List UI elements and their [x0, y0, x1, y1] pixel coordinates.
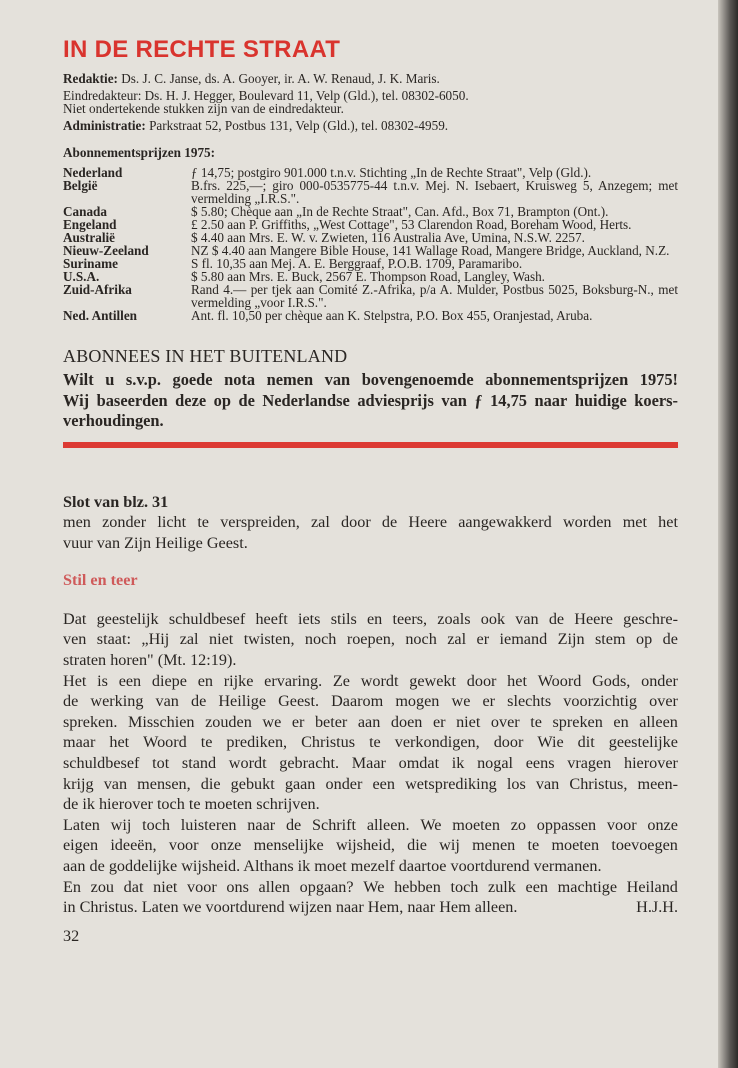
price-details: NZ $ 4.40 aan Mangere Bible House, 141 Wallage Road, Mangere Bridge, Auckland, N.Z. [191, 243, 670, 258]
word: Heere [408, 513, 448, 532]
text-line [63, 835, 678, 856]
word: roepen, [346, 630, 395, 649]
price-details: £ 2.50 aan P. Griffiths, „West Cottage", 53 Clarendon Road, Boreham Wood, Herts. [191, 217, 632, 232]
word: is [97, 671, 108, 690]
word: 14,75 [490, 390, 527, 410]
article-subheading: Stil en teer [63, 571, 138, 590]
article [63, 492, 678, 947]
text-line-content: in Christus. Laten we voortdurend wijzen naar Hem, naar Hem alleen. [63, 898, 518, 917]
word: Schrift [312, 815, 357, 834]
author-signature: H.J.H. [636, 898, 678, 917]
word: doen [390, 712, 423, 731]
word: Maar [351, 754, 386, 773]
word: wij [110, 815, 132, 834]
word: van [535, 774, 560, 793]
word: van [324, 370, 351, 389]
text-line [63, 877, 678, 898]
word: heeft [255, 609, 288, 628]
country-label: Nederland [63, 165, 123, 180]
word: aangewakkerd [458, 513, 552, 532]
text-line [63, 609, 678, 630]
word: een [372, 774, 395, 793]
word: omdat [398, 754, 440, 773]
article-body [63, 609, 678, 918]
word: op [213, 390, 231, 410]
word: meen- [637, 774, 678, 793]
country-label: Canada [63, 204, 107, 219]
word: machtige [557, 877, 617, 896]
word: Laten [63, 815, 100, 834]
word: zoals [437, 609, 471, 628]
word: 1975! [639, 370, 678, 389]
price-table [63, 166, 678, 322]
text-line [63, 774, 678, 795]
word: We [420, 815, 442, 834]
text-line: de ik hierover toch te moeten schrijven. [63, 795, 320, 814]
word: de [548, 609, 565, 628]
price-details: $ 4.40 aan Mrs. E. W. v. Zwieten, 116 Australia Ave, Umina, N.S.W. 2257. [191, 230, 585, 245]
word: worden [562, 513, 612, 532]
administratie-address: Parkstraat 52, Postbus 131, Velp (Gld.), tel. 08302-4959. [149, 118, 449, 133]
word: koers- [634, 390, 678, 410]
word: geestelijk [96, 609, 159, 628]
word: we [451, 692, 471, 711]
word: stand [181, 754, 217, 773]
word: Misschien [127, 712, 195, 731]
page-edge-shadow [718, 0, 738, 1068]
word: te [369, 733, 381, 752]
word: door [341, 513, 371, 532]
word: Daarom [331, 692, 384, 711]
word: men [63, 513, 91, 532]
word: oppassen [536, 815, 597, 834]
word: eigen [63, 836, 99, 855]
word: Heilige [218, 692, 267, 711]
word: nota [224, 370, 256, 389]
page-number: 32 [63, 926, 80, 945]
administratie-label: Administratie: [63, 118, 146, 133]
redaktie-names: Ds. J. C. Janse, ds. A. Gooyer, ir. A. W. Renaud, J. K. Maris. [121, 71, 440, 86]
word: dat [123, 877, 144, 896]
word: en [197, 671, 213, 690]
word: gebracht. [279, 754, 340, 773]
text-line [63, 815, 678, 836]
word: ik [451, 754, 465, 773]
word: Zijn [557, 630, 585, 649]
country-label: U.S.A. [63, 269, 100, 284]
word: verspreiden, [220, 513, 300, 532]
word: een [525, 877, 549, 896]
word: Heiland [626, 877, 678, 896]
eindredakteur-line: Eindredakteur: Ds. H. J. Hegger, Boulevard 11, Velp (Gld.), tel. 08302-6050. [63, 88, 469, 103]
text-line [63, 753, 678, 774]
word: het [658, 513, 678, 532]
word: licht [157, 513, 187, 532]
word: van [155, 692, 179, 711]
notice-line: verhoudingen. [63, 411, 164, 430]
word: Christus, [569, 774, 628, 793]
country-label: Nieuw-Zeeland [63, 243, 149, 258]
word: adviesprijs [357, 390, 434, 410]
word: onder [641, 671, 678, 690]
word: Nederlandse [262, 390, 350, 410]
text-line [63, 629, 678, 650]
masthead-title: IN DE RECHTE STRAAT [63, 36, 341, 63]
prices-heading: Abonnementsprijzen 1975: [63, 145, 216, 160]
word: hierover [623, 754, 678, 773]
word: van [103, 774, 128, 793]
text-line [63, 691, 678, 712]
word: bovengenoemde [361, 370, 474, 389]
word: ven [63, 630, 87, 649]
niet-ondertekend-line: Niet ondertekende stukken zijn van de eindredakteur. [63, 101, 344, 116]
word: wordt [360, 671, 399, 690]
word: we [262, 712, 282, 731]
word: luisteren [180, 815, 237, 834]
word: Geest. [278, 692, 320, 711]
price-row [63, 309, 678, 322]
word: onze [647, 815, 678, 834]
word: noch [304, 630, 337, 649]
word: op [636, 630, 653, 649]
word: opgaan? [299, 877, 354, 896]
word: niet [208, 630, 234, 649]
word: en [366, 609, 383, 628]
word: alleen [639, 712, 678, 731]
text-line [63, 732, 678, 753]
word: mensen, [137, 774, 191, 793]
word: Dat [63, 609, 87, 628]
word: Wilt [63, 370, 94, 389]
word: mogen [395, 692, 440, 711]
word: voorzichtig [563, 692, 638, 711]
price-details: ƒ 14,75; postgiro 901.000 t.n.v. Stichting „In de Rechte Straat", Velp (Gld.). [191, 165, 592, 180]
price-details: Rand 4.— per tjek aan Comité Z.-Afrika, p/a A. Mulder, Postbus 5025, Boksburg-N., met vermelding „voor I.R.S.". [191, 282, 678, 310]
word: dit [577, 733, 595, 752]
word: maar [63, 733, 96, 752]
country-label: Engeland [63, 217, 117, 232]
notice-line [63, 391, 678, 412]
word: de [381, 513, 398, 532]
word: abonnementsprijzen [485, 370, 629, 389]
price-details: S fl. 10,35 aan Mej. A. E. Berggraaf, P.O.B. 1709, Paramaribo. [191, 256, 523, 271]
word: diepe [151, 671, 187, 690]
word: wij [439, 836, 460, 855]
word: eens [525, 754, 555, 773]
word: voor [168, 836, 199, 855]
colophon [63, 72, 678, 322]
word: met [622, 513, 647, 532]
word: geestelijke [608, 733, 678, 752]
word: s.v.p. [125, 370, 161, 389]
word: Wie [537, 733, 564, 752]
word: zal [447, 630, 467, 649]
word: de [63, 692, 79, 711]
word: schuldbesef [63, 754, 140, 773]
word: onze [210, 836, 242, 855]
text-line [63, 512, 678, 533]
word: wordt [228, 754, 267, 773]
text-line [63, 671, 678, 692]
word: naar [534, 390, 568, 410]
text-line [63, 897, 678, 918]
price-details: $ 5.80 aan Mrs. E. Buck, 2567 E. Thompson Road, Langley, Wash. [191, 269, 545, 284]
word: van [441, 390, 467, 410]
word: gaan [284, 774, 316, 793]
word: schuldbesef [168, 609, 246, 628]
word: alleen. [366, 815, 410, 834]
word: noch [405, 630, 437, 649]
price-details: Ant. fl. 10,50 per chèque aan K. Stelpstra, P.O. Box 455, Oranjestad, Aruba. [191, 308, 593, 323]
word: zouden [205, 712, 252, 731]
intro-paragraph [63, 512, 678, 553]
word: teers, [392, 609, 428, 628]
word: die [200, 774, 221, 793]
word: ook [480, 609, 506, 628]
word: die [407, 836, 427, 855]
word: Het [63, 671, 87, 690]
word: nemen [266, 370, 314, 389]
word: „Hij [141, 630, 170, 649]
word: te [200, 733, 213, 752]
continued-label: Slot van blz. 31 [63, 492, 169, 511]
word: zulk [488, 877, 516, 896]
word: de [190, 692, 207, 711]
word: stem [595, 630, 626, 649]
word: ons [226, 877, 249, 896]
word: een [118, 671, 142, 690]
word: Wij [63, 390, 90, 410]
word: moeten [452, 815, 500, 834]
word: u [105, 370, 115, 389]
word: gewekt [409, 671, 456, 690]
word: aan [357, 712, 381, 731]
word: zal [179, 630, 199, 649]
word: Heere [574, 609, 613, 628]
word: er [482, 692, 496, 711]
country-label: Zuid-Afrika [63, 282, 132, 297]
notice-line [63, 370, 678, 391]
word: hebben [394, 877, 441, 896]
word: Woord [143, 733, 187, 752]
word: er [291, 712, 305, 731]
word: de [662, 630, 678, 649]
word: niet [456, 712, 481, 731]
redaktie-label: Redaktie: [63, 71, 118, 86]
word: verkondigen, [394, 733, 480, 752]
word: naar [247, 815, 276, 834]
word: te [527, 836, 540, 855]
word: gebukt [230, 774, 275, 793]
word: prediken, [226, 733, 288, 752]
word: ƒ [474, 390, 483, 410]
word: Woord [537, 671, 582, 690]
word: over [490, 712, 520, 731]
word: nogal [477, 754, 514, 773]
word: krijg [63, 774, 94, 793]
price-details: B.frs. 225,—; giro 000-0535775-44 t.n.v. Mej. N. Isebaert, Kruisweg 5, Anzegem; met vermelding „I.R.S.". [191, 178, 678, 206]
word: baseerden [96, 390, 168, 410]
word: de [285, 815, 302, 834]
price-row [63, 283, 678, 309]
word: onder [325, 774, 363, 793]
word: zal [310, 513, 330, 532]
redaktie-line [63, 72, 678, 85]
word: voor [187, 877, 217, 896]
word: Ze [332, 671, 350, 690]
price-details: $ 5.80; Chèque aan „In de Rechte Straat", Can. Afd., Box 71, Brampton (Ont.). [191, 204, 609, 219]
word: menselijke [253, 836, 324, 855]
word: te [530, 712, 542, 731]
text-line: aan de goddelijke wijsheid. Althans ik moet mezelf daartoe voortdurend vermanen. [63, 857, 602, 875]
word: goede [172, 370, 213, 389]
word: geschre- [623, 609, 678, 628]
word: te [197, 513, 209, 532]
word: ideeën, [110, 836, 157, 855]
word: twisten, [243, 630, 295, 649]
word: over [649, 692, 678, 711]
administratie-line [63, 119, 678, 132]
word: menen [472, 836, 516, 855]
text-line: vuur van Zijn Heilige Geest. [63, 533, 248, 552]
word: het [507, 671, 527, 690]
word: staat: [96, 630, 131, 649]
word: iemand [499, 630, 548, 649]
word: En [63, 877, 81, 896]
country-label: Australië [63, 230, 116, 245]
word: iets [298, 609, 321, 628]
text-line [63, 712, 678, 733]
word: van [515, 609, 539, 628]
word: voor [606, 815, 637, 834]
word: de [238, 390, 255, 410]
word: rijke [223, 671, 254, 690]
word: door [466, 671, 497, 690]
word: zonder [102, 513, 147, 532]
word: spreken. [63, 712, 118, 731]
word: toch [142, 815, 170, 834]
word: wetsprediking [405, 774, 497, 793]
word: toch [450, 877, 479, 896]
red-divider [63, 442, 678, 448]
word: beter [314, 712, 348, 731]
price-row [63, 179, 678, 205]
country-label: België [63, 178, 98, 193]
country-label: Ned. Antillen [63, 308, 138, 323]
text-line: straten horen" (Mt. 12:19). [63, 651, 237, 670]
word: We [363, 877, 385, 896]
country-label: Suriname [63, 256, 118, 271]
word: er [432, 712, 446, 731]
word: Christus [301, 733, 356, 752]
word: huidige [574, 390, 627, 410]
word: en [613, 712, 629, 731]
word: moeten [551, 836, 600, 855]
word: zo [510, 815, 526, 834]
word: los [506, 774, 526, 793]
word: het [109, 733, 130, 752]
word: ervaring. [264, 671, 323, 690]
word: er [476, 630, 490, 649]
word: Gods, [592, 671, 631, 690]
word: tot [152, 754, 170, 773]
page-content [63, 36, 678, 946]
abroad-heading: ABONNEES IN HET BUITENLAND [63, 346, 348, 366]
word: door [493, 733, 524, 752]
word: stils [330, 609, 357, 628]
word: vragen [567, 754, 612, 773]
word: werking [90, 692, 144, 711]
word: allen [258, 877, 290, 896]
word: deze [175, 390, 207, 410]
abroad-notice [63, 370, 678, 432]
word: toevoegen [611, 836, 678, 855]
word: wijsheid, [335, 836, 395, 855]
word: spreken [552, 712, 603, 731]
word: slechts [507, 692, 552, 711]
word: niet [153, 877, 178, 896]
word: zou [90, 877, 115, 896]
